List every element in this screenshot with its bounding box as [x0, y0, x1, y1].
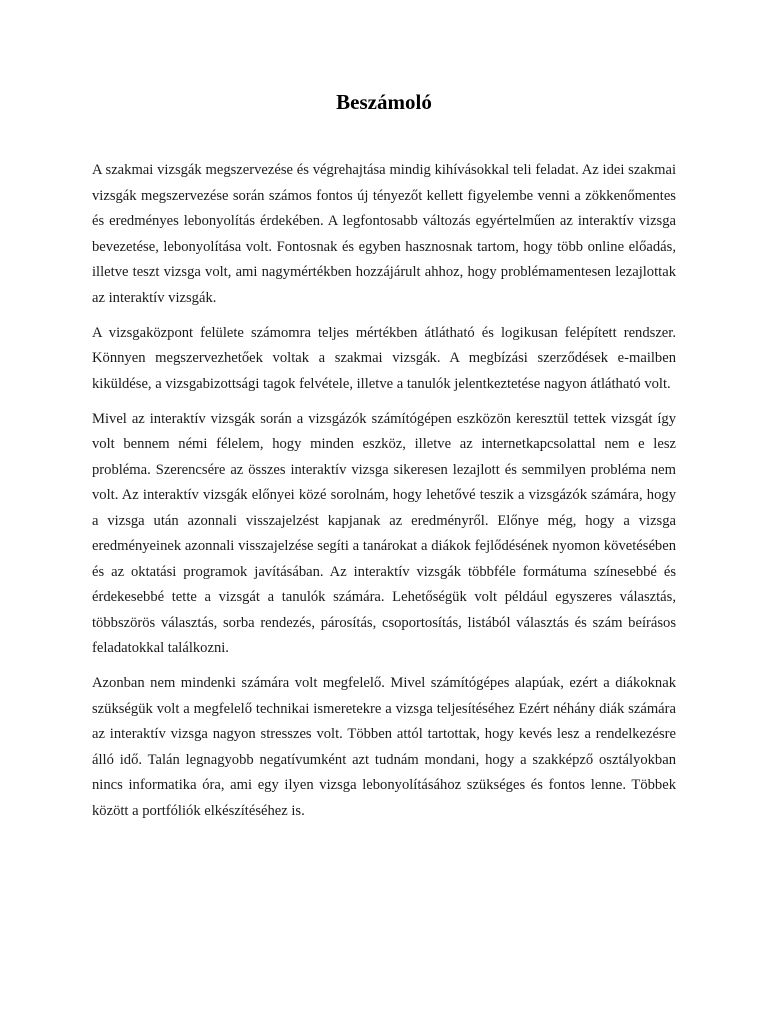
- document-body: [92, 158, 676, 834]
- paragraph-2: A vizsgaközpont felülete számomra teljes mértékben átlátható és logikusan felépített rendszer. Könnyen megszervezhetőek voltak a szakmai vizsgák. A megbízási szerződések e-mailben kiküldése, a vizsgabizottsági tagok felvétele, illetve a tanulók jelentkeztetése nagyon átlátható volt.: [92, 324, 676, 392]
- page-title: Beszámoló: [336, 90, 432, 114]
- paragraph-1: A szakmai vizsgák megszervezése és végrehajtása mindig kihívásokkal teli feladat. Az idei szakmai vizsgák megszervezése során számos fontos új tényezőt kellett figyelembe venni a zökkenőmentes és eredményes lebonyolítás érdekében. A legfontosabb változás egyértelműen az interaktív vizsga bevezetése, lebonyolítása volt. Fontosnak és egyben hasznosnak tartom, hogy több online előadás, illetve teszt vizsga volt, ami nagymértékben hozzájárult ahhoz, hogy problémamentesen lezajlottak az interaktív vizsgák.: [92, 162, 676, 306]
- paragraph-4: Azonban nem mindenki számára volt megfelelő. Mivel számítógépes alapúak, ezért a diákoknak szükségük volt a megfelelő technikai ismeretekre a vizsga teljesítéséhez Ezért néhány diák számára az interaktív vizsga nagyon stresszes volt. Többen attól tartottak, hogy kevés lesz a rendelkezésre álló idő. Talán legnagyobb negatívumként azt tudnám mondani, hogy a szakképző osztályokban nincs informatika óra, ami egy ilyen vizsga lebonyolításához szükséges és fontos lenne. Többek között a portfóliók elkészítéséhez is.: [92, 675, 676, 819]
- paragraph-3: Mivel az interaktív vizsgák során a vizsgázók számítógépen eszközön keresztül tettek vizsgát így volt bennem némi félelem, hogy minden eszköz, illetve az internetkapcsolattal nem e lesz probléma. Szerencsére az összes interaktív vizsga sikeresen lezajlott és semmilyen probléma nem volt. Az interaktív vizsgák előnyei közé sorolnám, hogy lehetővé teszik a vizsgázók számára, hogy a vizsga után azonnali visszajelzést kapjanak az eredményről. Előnye még, hogy a vizsga eredményeinek azonnali visszajelzése segíti a tanárokat a diákok fejlődésének nyomon követésében és az oktatási programok javításában. Az interaktív vizsgák többféle formátuma színesebbé és érdekesebbé tette a vizsgát a tanulók számára. Lehetőségük volt például egyszeres választás, többszörös választás, sorba rendezés, párosítás, csoportosítás, listából választás és szám beírásos feladatokkal találkozni.: [92, 410, 676, 656]
